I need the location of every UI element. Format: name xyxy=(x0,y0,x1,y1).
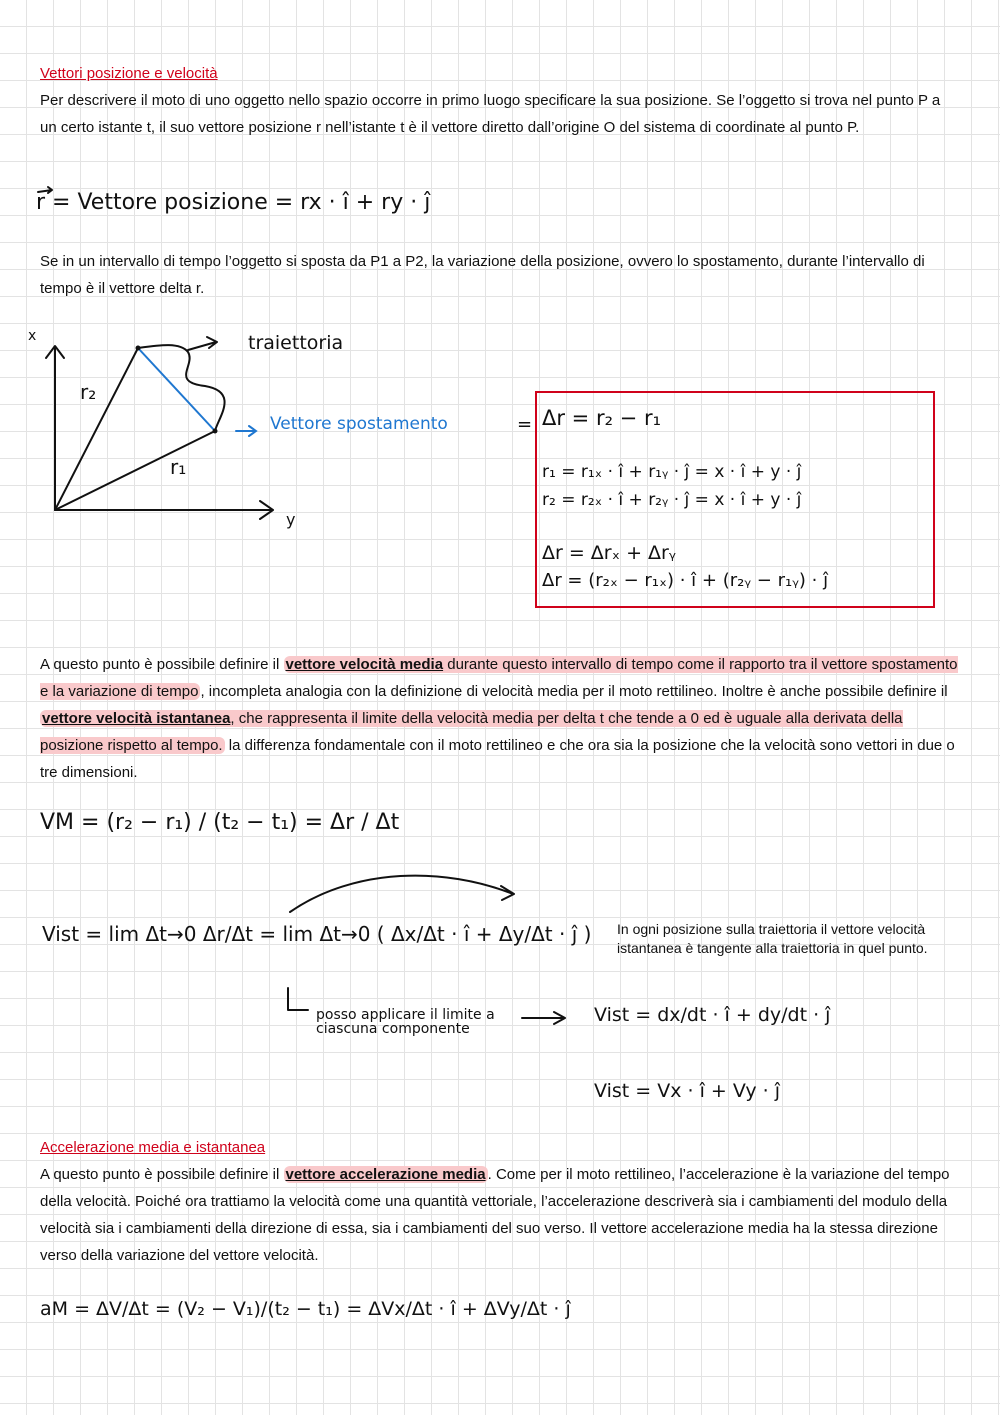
box-line-1: Δr = r₂ − r₁ xyxy=(542,406,661,430)
formula-instant-velocity-derivative: Vist = dx/dt · î + dy/dt · ĵ xyxy=(594,1004,831,1026)
box-line-5: Δr = (r₂ₓ − r₁ₓ) · î + (r₂ᵧ − r₁ᵧ) · ĵ xyxy=(542,570,829,591)
handwritten-note-limits: posso applicare il limite a ciascuna componente xyxy=(316,1007,495,1037)
displacement-label: Vettore spostamento xyxy=(270,414,448,434)
curved-arrow-icon xyxy=(285,872,525,917)
formula-average-velocity: VM = (r₂ − r₁) / (t₂ − t₁) = Δr / Δt xyxy=(40,810,400,835)
vector-r1-label: r₁ xyxy=(170,455,187,479)
formula-position-vector: r = Vettore posizione = rx · î + ry · ĵ xyxy=(36,190,431,215)
equals-sign: = xyxy=(517,414,533,435)
box-line-4: Δr = Δrₓ + Δrᵧ xyxy=(542,542,676,564)
section-heading-acceleration: Accelerazione media e istantanea xyxy=(40,1139,266,1156)
vector-r2-label: r₂ xyxy=(80,380,97,404)
acceleration-text-b: . Come per il moto rettilineo, l’accelerazione è la variazione del tempo della velocità. Poiché ora trattiamo la velocità come una quantità vettoriale, l’accelerazione descriverà sia i cambiamenti del modulo della velocità sia i cambiamenti della direzione di essa, sia i cambiamenti del suo verso. Il vettore accelerazione media ha la stessa direzione verso della variazione del vettore velocità. xyxy=(40,1166,950,1264)
term-acceleration-media: vettore accelerazione media xyxy=(285,1166,486,1183)
box-line-2: r₁ = r₁ₓ · î + r₁ᵧ · ĵ = x · î + y · ĵ xyxy=(542,462,802,482)
paragraph-acceleration xyxy=(40,1161,960,1269)
velocity-text-c: la differenza fondamentale con il moto rettilineo e che ora sia la posizione che la velocità sono vettori in due o tre dimensioni. xyxy=(40,737,955,781)
term-velocity-istantanea: vettore velocità istantanea xyxy=(42,710,231,727)
axis-y-label: y xyxy=(286,510,296,529)
section-heading-position-velocity: Vettori posizione e velocità xyxy=(40,65,218,82)
velocity-media-def: durante questo intervallo di tempo come il rapporto tra il vettore spostamento e la variazione di tempo xyxy=(40,656,958,700)
formula-instant-velocity: Vist = lim Δt→0 Δr/Δt = lim Δt→0 ( Δx/Δt · î + Δy/Δt · ĵ ) xyxy=(42,922,592,946)
velocity-istantanea-def: , che rappresenta il limite della velocità media per delta t che tende a 0 ed è uguale alla derivata della posizione rispetto al tempo. xyxy=(40,710,903,754)
vector-arrow-icon xyxy=(36,186,56,196)
tangent-note: In ogni posizione sulla traiettoria il vettore velocità istantanea è tangente alla traiettoria in quel punto. xyxy=(617,921,928,956)
box-line-3: r₂ = r₂ₓ · î + r₂ᵧ · ĵ = x · î + y · ĵ xyxy=(542,490,802,510)
velocity-text-b: , incompleta analogia con la definizione di velocità media per il moto rettilineo. Inoltre è anche possibile definire il xyxy=(200,683,948,700)
paragraph-displacement: Se in un intervallo di tempo l’oggetto si sposta da P1 a P2, la variazione della posizione, ovvero lo spostamento, durante l’intervallo di tempo è il vettore delta r. xyxy=(40,253,925,297)
trajectory-label: traiettoria xyxy=(248,332,344,354)
formula-average-acceleration: aM = ΔV/Δt = (V₂ − V₁)/(t₂ − t₁) = ΔVx/Δt · î + ΔVy/Δt · ĵ xyxy=(40,1298,571,1320)
velocity-text-a: A questo punto è possibile definire il xyxy=(40,656,284,673)
paragraph-velocity xyxy=(40,651,960,786)
term-velocity-media: vettore velocità media xyxy=(285,656,444,673)
formula-instant-velocity-components: Vist = Vx · î + Vy · ĵ xyxy=(594,1080,780,1102)
paragraph-position: Per descrivere il moto di uno oggetto nello spazio occorre in primo luogo specificare la sua posizione. Se l’oggetto si trova nel punto P a un certo istante t, il suo vettore posizione r nell’istante t è il vettore diretto dall’origine O del sistema di coordinate al punto P. xyxy=(40,92,941,136)
highlight-acceleration-media xyxy=(284,1166,488,1183)
acceleration-text-a: A questo punto è possibile definire il xyxy=(40,1166,284,1183)
axis-x-label: x xyxy=(28,328,37,344)
